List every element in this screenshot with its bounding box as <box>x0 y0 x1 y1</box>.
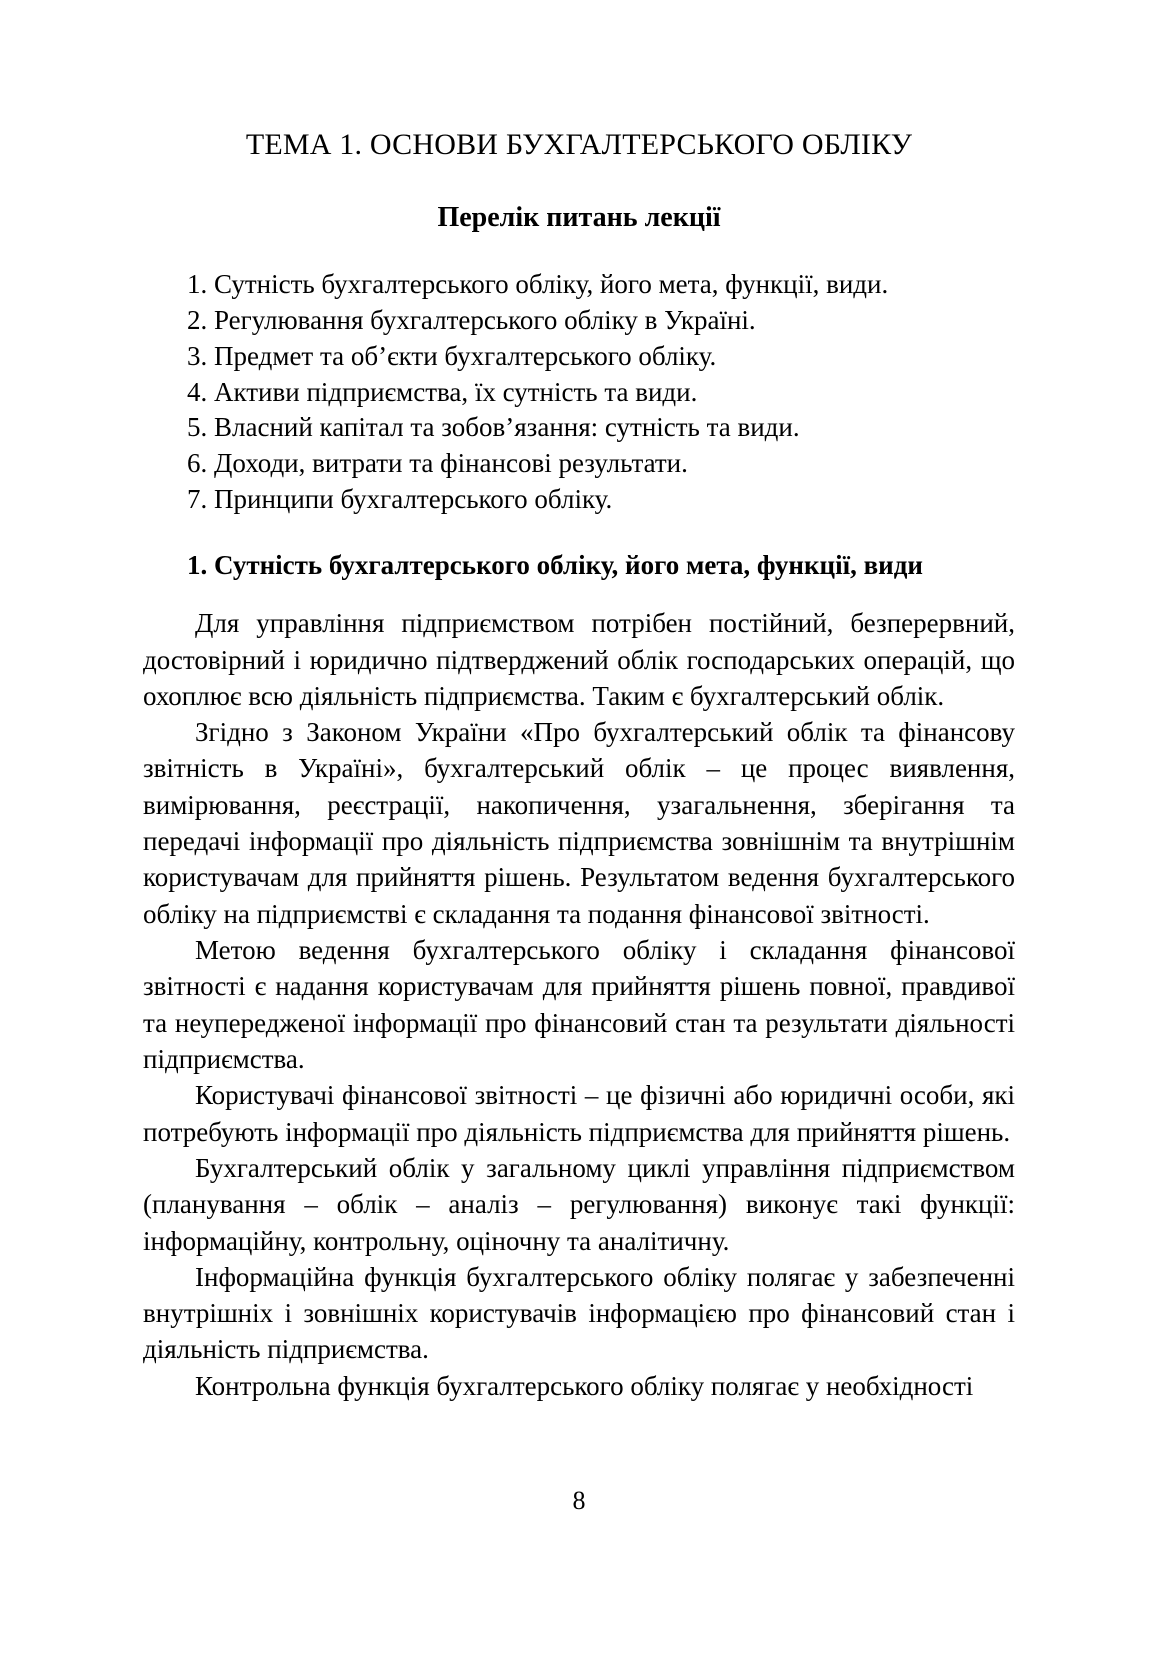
body-paragraph: Згідно з Законом України «Про бухгалтерський облік та фінансову звітність в Україні», бухгалтерський облік – це процес виявлення, вимірювання, реєстрації, накопичення, узагальнення, зберігання та передачі інформації про діяльність підприємства зовнішнім та внутрішнім користувачам для прийняття рішень. Результатом ведення бухгалтерського обліку на підприємстві є складання та подання фінансової звітності. <box>143 717 1015 929</box>
body-paragraph: Метою ведення бухгалтерського обліку і складання фінансової звітності є надання користувачам для прийняття рішень повної, правдивої та неупередженої інформації про фінансовий стан та результати діяльності підприємства. <box>143 935 1015 1074</box>
body-paragraph: Контрольна функція бухгалтерського обліку полягає у необхідності <box>195 1370 974 1401</box>
page-content <box>143 126 1015 1404</box>
body-paragraph: Інформаційна функція бухгалтерського обліку полягає у забезпеченні внутрішніх і зовнішніх користувачів інформацією про фінансовий стан і діяльність підприємства. <box>143 1261 1015 1365</box>
body-paragraph: Бухгалтерський облік у загальному циклі управління підприємством (планування – облік – аналіз – регулювання) виконує такі функції: інформаційну, контрольну, оціночну та аналітичну. <box>143 1152 1015 1256</box>
list-item: 1. Сутність бухгалтерського обліку, його мета, функції, види. <box>187 268 889 299</box>
page-title: ТЕМА 1. ОСНОВИ БУХГАЛТЕРСЬКОГО ОБЛІКУ <box>245 128 913 161</box>
body-paragraph: Для управління підприємством потрібен постійний, безперервний, достовірний і юридично підтверджений облік господарських операцій, що охоплює всю діяльність підприємства. Таким є бухгалтерський облік. <box>143 608 1015 711</box>
body-paragraph: Користувачі фінансової звітності – це фізичні або юридичні особи, які потребують інформації про діяльність підприємства для прийняття рішень. <box>143 1080 1015 1147</box>
list-item: 7. Принципи бухгалтерського обліку. <box>187 484 613 515</box>
list-item: 2. Регулювання бухгалтерського обліку в Україні. <box>187 304 756 335</box>
lecture-questions-list <box>143 267 1015 518</box>
section-heading: 1. Сутність бухгалтерського обліку, його мета, функції, види <box>187 550 923 581</box>
list-item: 4. Активи підприємства, їх сутність та види. <box>187 376 698 407</box>
list-item: 3. Предмет та об’єкти бухгалтерського обліку. <box>187 340 717 371</box>
list-item: 6. Доходи, витрати та фінансові результати. <box>187 448 688 479</box>
list-item: 5. Власний капітал та зобов’язання: сутність та види. <box>187 412 800 443</box>
lecture-questions-subtitle: Перелік питань лекції <box>437 202 721 234</box>
page-number: 8 <box>572 1486 586 1515</box>
